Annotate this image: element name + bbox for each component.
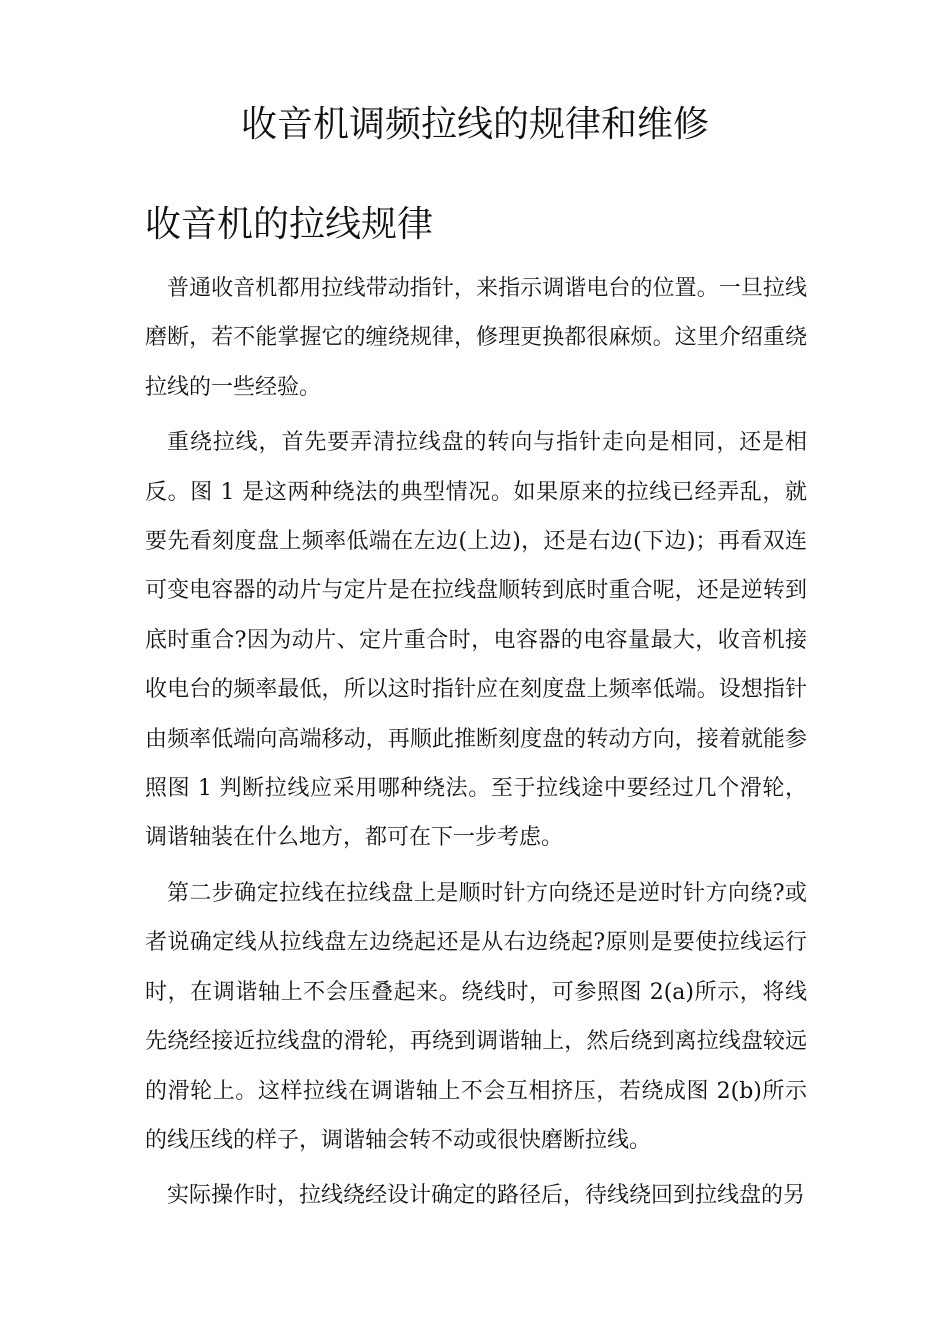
document-body xyxy=(145,264,807,1227)
section-heading: 收音机的拉线规律 xyxy=(145,204,434,245)
paragraph: 第二步确定拉线在拉线盘上是顺时针方向绕还是逆时针方向绕?或者说确定线从拉线盘左边绕起还是从右边绕起?原则是要使拉线运行时，在调谐轴上不会压叠起来。绕线时，可参照图 2(a)所示，将线先绕经接近拉线盘的滑轮，再绕到调谐轴上，然后绕到离拉线盘较远的滑轮上。这样拉线在调谐轴上不会互相挤压，若绕成图 2(b)所示的线压线的样子，调谐轴会转不动或很快磨断拉线。 xyxy=(145,880,807,1153)
paragraph: 实际操作时，拉线绕经设计确定的路径后，待线绕回到拉线盘的另 xyxy=(167,1183,806,1209)
document-title: 收音机调频拉线的规律和维修 xyxy=(240,104,709,145)
paragraph: 重绕拉线，首先要弄清拉线盘的转向与指针走向是相同，还是相反。图 1 是这两种绕法的典型情况。如果原来的拉线已经弄乱，就要先看刻度盘上频率低端在左边(上边)，还是右边(下边)；再看双连可变电容器的动片与定片是在拉线盘顺转到底时重合呢，还是逆转到底时重合?因为动片、定片重合时，电容器的电容量最大，收音机接收电台的频率最低，所以这时指针应在刻度盘上频率低端。设想指针由频率低端向高端移动，再顺此推断刻度盘的转动方向，接着就能参照图 1 判断拉线应采用哪种绕法。至于拉线途中要经过几个滑轮，调谐轴装在什么地方，都可在下一步考虑。 xyxy=(145,430,807,851)
paragraph: 普通收音机都用拉线带动指针，来指示调谐电台的位置。一旦拉线磨断，若不能掌握它的缠绕规律，修理更换都很麻烦。这里介绍重绕拉线的一些经验。 xyxy=(145,276,807,400)
